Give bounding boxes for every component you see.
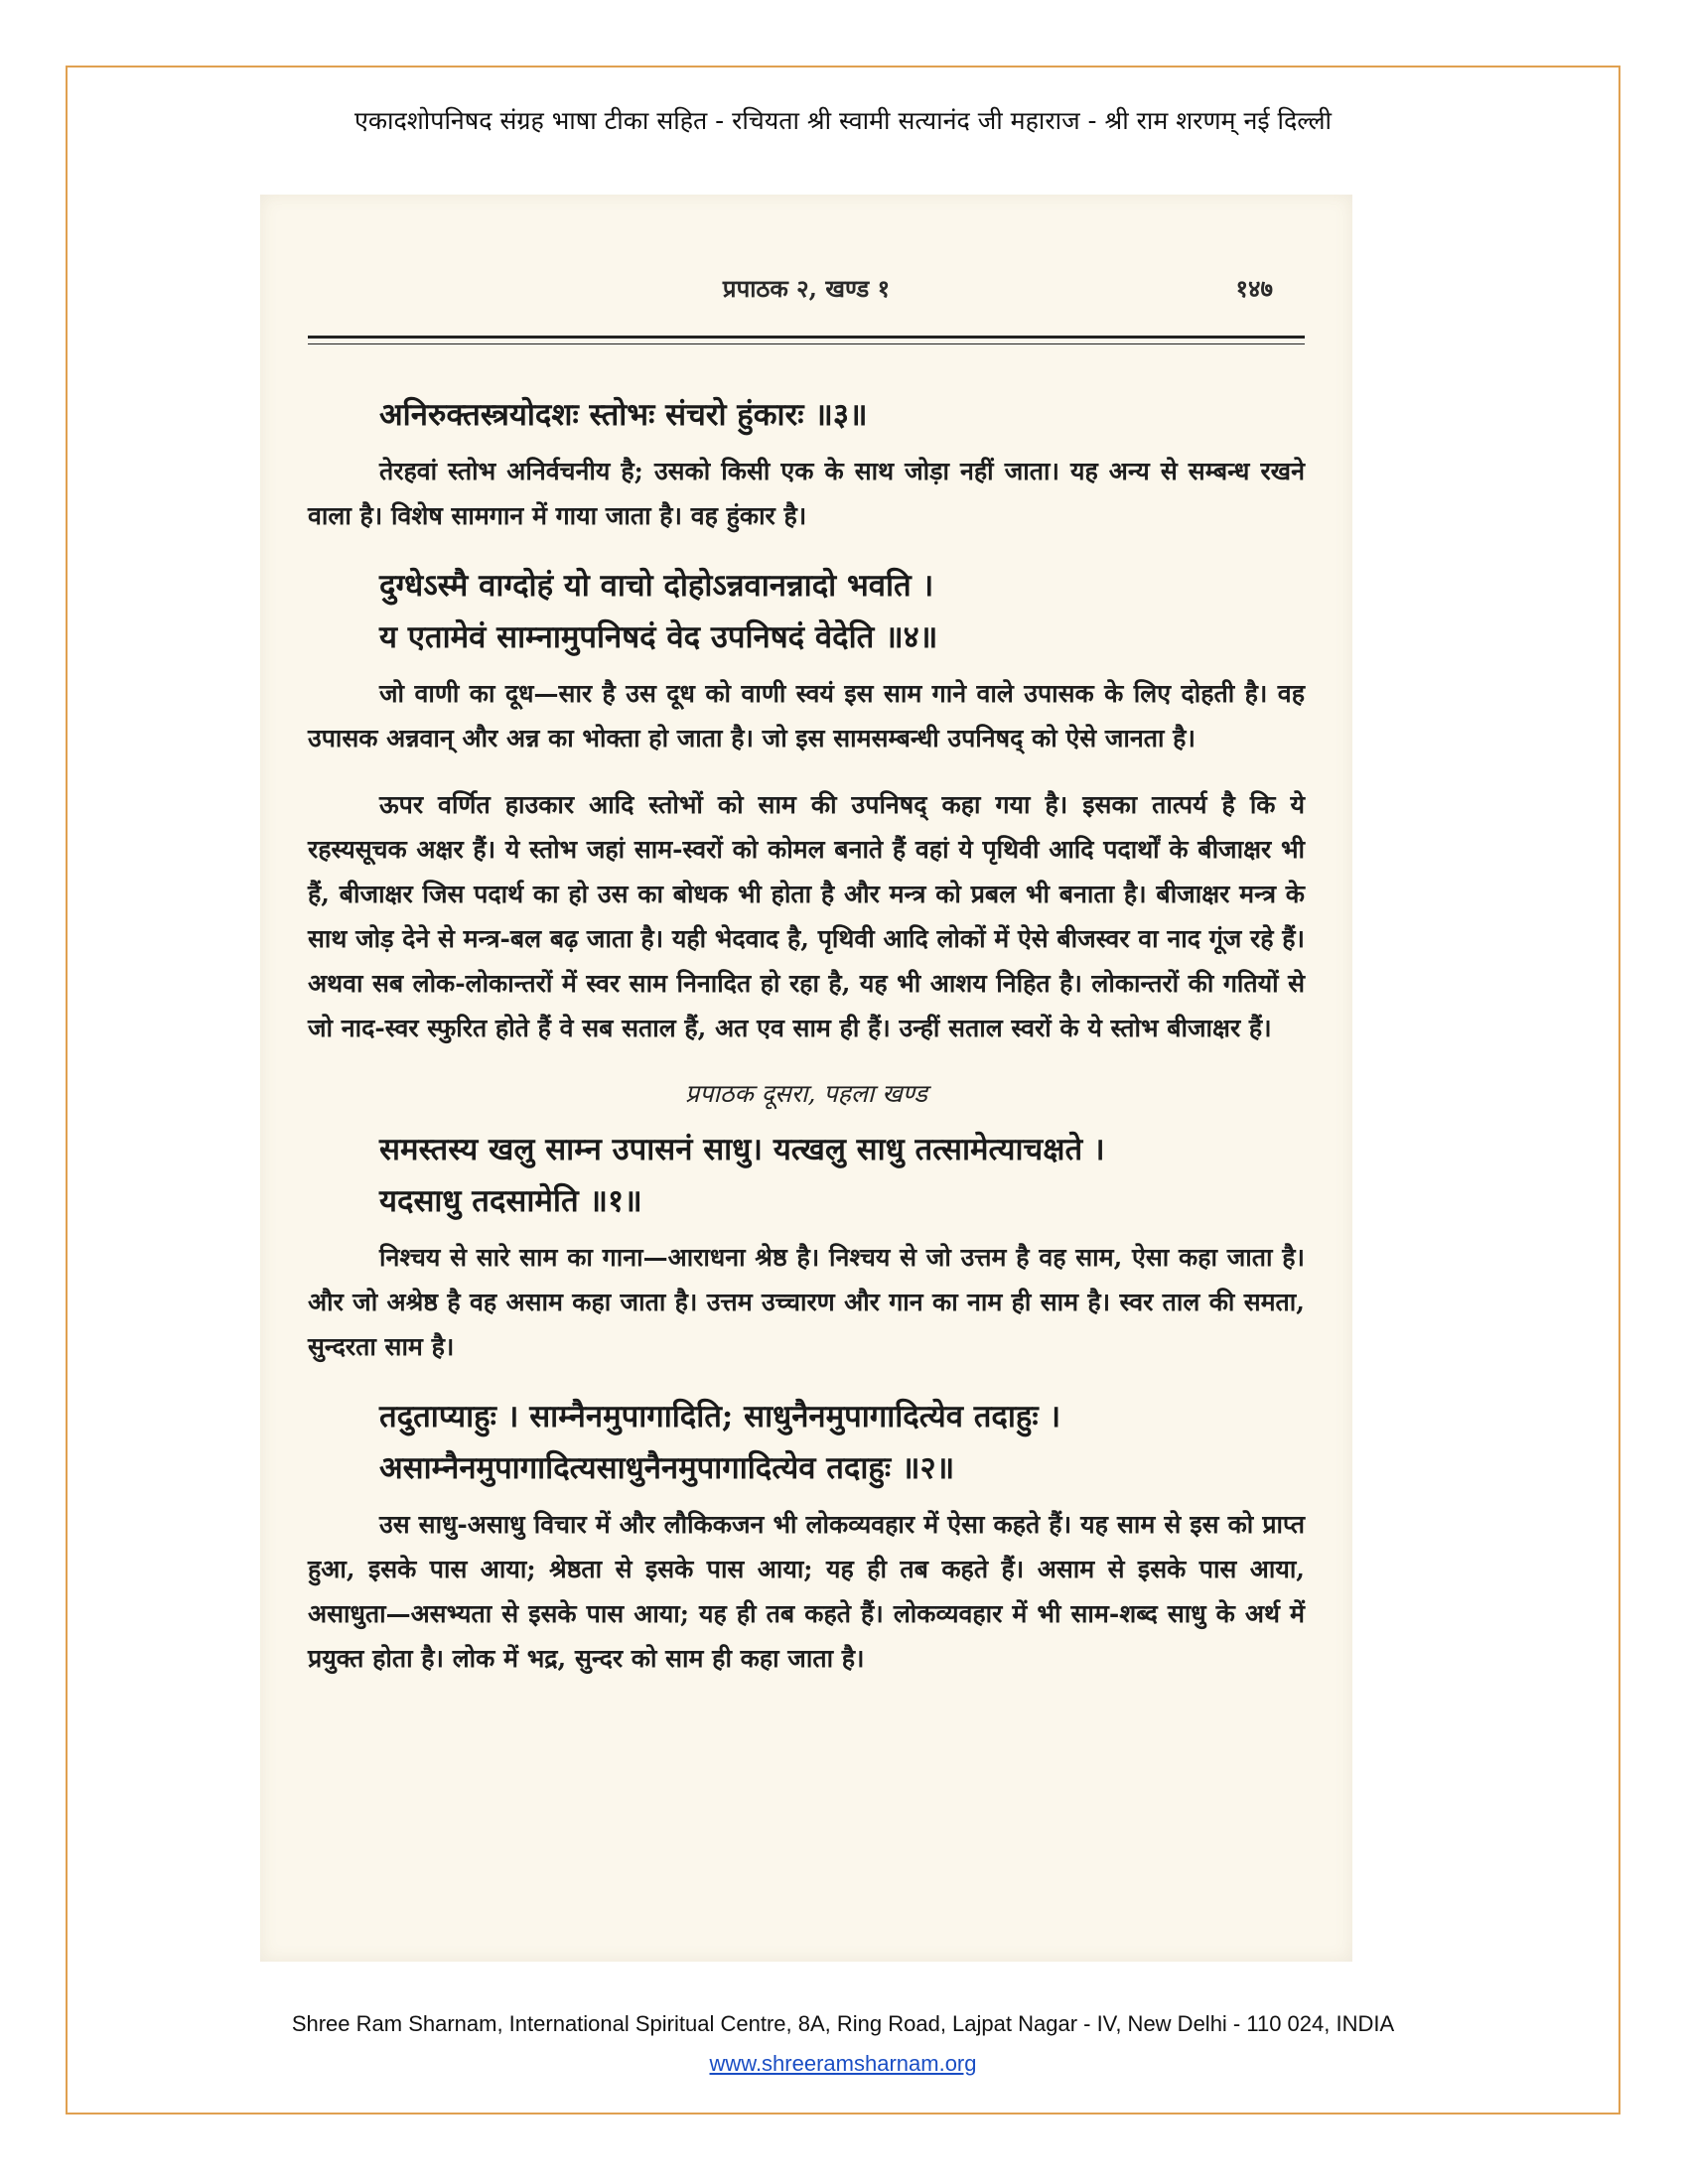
footer-address: Shree Ram Sharnam, International Spiritual Centre, 8A, Ring Road, Lajpat Nagar - IV, New Delhi - 110 024, INDIA xyxy=(291,2011,1395,2036)
footer-link-container xyxy=(66,2051,1620,2077)
verse-line: समस्तस्य खलु साम्न उपासनं साधु। यत्खलु साधु तत्सामेत्याचक्षते । xyxy=(379,1132,1105,1167)
page-number: १४७ xyxy=(1235,274,1273,303)
verse-block xyxy=(308,1124,1305,1227)
verse-line: दुग्धेऽस्मै वाग्दोहं यो वाचो दोहोऽन्नवानन्नादो भवति । xyxy=(379,568,934,604)
running-head xyxy=(260,272,1352,312)
verse-block xyxy=(308,1391,1305,1494)
commentary-paragraph: उस साधु-असाधु विचार में और लौकिकजन भी लोकव्यवहार में ऐसा कहते हैं। यह साम से इस को प्राप्त हुआ, इसके पास आया; श्रेष्ठता से इसके पास आया; यह ही तब कहते हैं। असाम से इसके पास आया, असाधुता—असभ्यता से इसके पास आया; यह ही तब कहते हैं। लोकव्यवहार में भी साम-शब्द साधु के अर्थ में प्रयुक्त होता है। लोक में भद्र, सुन्दर को साम ही कहा जाता है। xyxy=(308,1510,1305,1673)
chapter-label: प्रपाठक २, खण्ड १ xyxy=(722,274,891,303)
commentary-paragraph: निश्चय से सारे साम का गाना—आराधना श्रेष्ठ है। निश्चय से जो उत्तम है वह साम, ऐसा कहा जाता है। और जो अश्रेष्ठ है वह असाम कहा जाता है। उत्तम उच्चारण और गान का नाम ही साम है। स्वर ताल की समता, सुन्दरता साम है। xyxy=(308,1243,1305,1361)
website-link[interactable]: www.shreeramsharnam.org xyxy=(709,2051,977,2076)
verse-line: य एतामेवं साम्नामुपनिषदं वेद उपनिषदं वेदेति ॥४॥ xyxy=(379,619,938,655)
verse-line: असाम्नैनमुपागादित्यसाधुनैनमुपागादित्येव तदाहुः ॥२॥ xyxy=(379,1450,955,1486)
verse-block xyxy=(308,560,1305,663)
header-rule-thin xyxy=(308,343,1305,344)
commentary-paragraph: ऊपर वर्णित हाउकार आदि स्तोभों को साम की उपनिषद् कहा गया है। इसका तात्पर्य है कि ये रहस्यसूचक अक्षर हैं। ये स्तोभ जहां साम-स्वरों को कोमल बनाते हैं वहां ये पृथिवी आदि पदार्थों के बीजाक्षर भी हैं, बीजाक्षर जिस पदार्थ का हो उस का बोधक भी होता है और मन्त्र को प्रबल भी बनाता है। बीजाक्षर मन्त्र के साथ जोड़ देने से मन्त्र-बल बढ़ जाता है। यही भेदवाद है, पृथिवी आदि लोकों में ऐसे बीजस्वर वा नाद गूंज रहे हैं। अथवा सब लोक-लोकान्तरों में स्वर साम निनादित हो रहा है, यह भी आशय निहित है। लोकान्तरों की गतियों से जो नाद-स्वर स्फुरित होते हैं वे सब सताल हैं, अत एव साम ही हैं। उन्हीं सताल स्वरों के ये स्तोभ बीजाक्षर हैं। xyxy=(308,790,1305,1042)
commentary-paragraph: जो वाणी का दूध—सार है उस दूध को वाणी स्वयं इस साम गाने वाले उपासक के लिए दोहती है। वह उपासक अन्नवान् और अन्न का भोक्ता हो जाता है। जो इस सामसम्बन्धी उपनिषद् को ऐसे जानता है। xyxy=(308,679,1305,752)
scanned-page xyxy=(260,195,1352,1962)
header-rule xyxy=(308,336,1305,339)
verse-block xyxy=(308,389,1305,441)
section-heading: प्रपाठक दूसरा, पहला खण्ड xyxy=(685,1079,927,1108)
verse-line: तदुताप्याहुः । साम्नैनमुपागादिति; साधुनैनमुपागादित्येव तदाहुः । xyxy=(379,1399,1061,1434)
verse-line: यदसाधु तदसामेति ॥१॥ xyxy=(379,1183,642,1219)
verse-line: अनिरुक्तस्त्रयोदशः स्तोभः संचरो हुंकारः ॥३॥ xyxy=(379,397,868,433)
page-content xyxy=(308,389,1305,1703)
document-header: एकादशोपनिषद संग्रह भाषा टीका सहित - रचियता श्री स्वामी सत्यानंद जी महाराज - श्री राम शरणम् नई दिल्ली xyxy=(354,106,1332,135)
commentary-paragraph: तेरहवां स्तोभ अनिर्वचनीय है; उसको किसी एक के साथ जोड़ा नहीं जाता। यह अन्य से सम्बन्ध रखने वाला है। विशेष सामगान में गाया जाता है। वह हुंकार है। xyxy=(308,457,1305,530)
